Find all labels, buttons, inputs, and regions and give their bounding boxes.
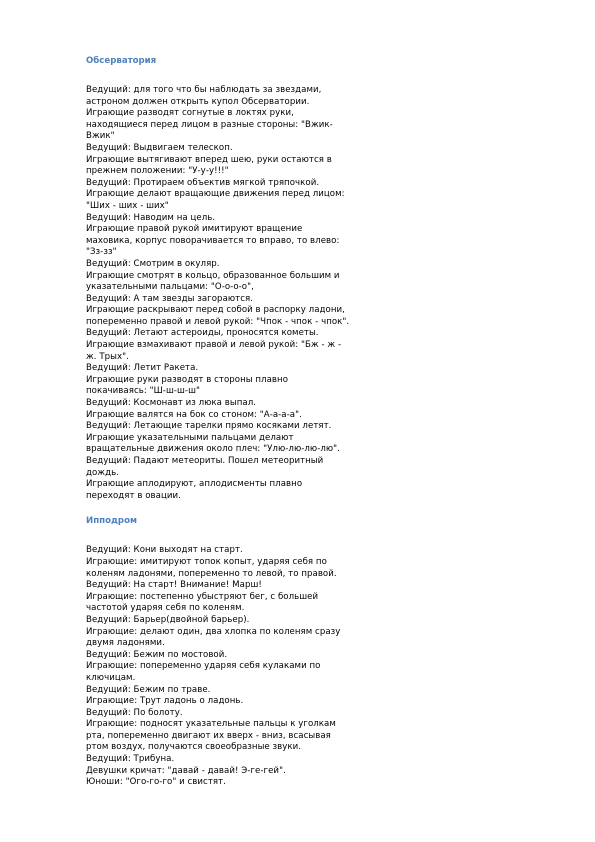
text-line: Играющие правой рукой имитируют вращение [86, 224, 303, 235]
text-line: Ведущий: А там звезды загораются. [86, 293, 253, 304]
text-line: маховика, корпус поворачивается то вправо, то влево: [86, 235, 340, 246]
text-line: Ведущий: Выдвигаем телескоп. [86, 142, 233, 153]
document-page [86, 56, 386, 789]
text-line: ж. Трых". [86, 351, 129, 362]
section-title-hippodrome: Ипподром [86, 516, 137, 527]
text-line: Ведущий: Бежим по траве. [86, 684, 211, 695]
text-line: Играющие делают вращающие движения перед лицом: [86, 189, 345, 200]
text-line: коленям ладонями, попеременно то левой, то правой. [86, 568, 337, 579]
text-line: вращательные движения около плеч: "Улю-лю-лю-лю". [86, 444, 340, 455]
text-line: Ведущий: Трибуна. [86, 754, 175, 765]
text-line: Играющие: делают один, два хлопка по коленям сразу [86, 626, 341, 637]
text-line: Играющие: Трут ладонь о ладонь. [86, 696, 244, 707]
text-line: Играющие: попеременно ударяя себя кулаками по [86, 661, 321, 672]
text-line: указательными пальцами: "О-о-о-о", [86, 282, 254, 293]
text-line: прежнем положении: "У-у-у!!!" [86, 166, 229, 177]
text-line: покачиваясь: "Ш-ш-ш-ш" [86, 386, 201, 397]
text-line: переходят в овации. [86, 490, 181, 501]
section-body-observatory [86, 85, 386, 502]
text-line: Ведущий: Барьер(двойной барьер). [86, 614, 250, 625]
text-line: Ведущий: По болоту. [86, 707, 183, 718]
text-line: Ведущий: Летают астероиды, проносятся кометы. [86, 328, 319, 339]
text-line: Играющие валятся на бок со стоном: "А-а-а-а". [86, 409, 302, 420]
text-line: Ведущий: для того что бы наблюдать за звездами, [86, 85, 322, 95]
text-line: Играющие раскрывают перед собой в распорку ладони, [86, 305, 345, 316]
text-line: "Зз-зз" [86, 247, 117, 258]
text-line: Играющие разводят согнутые в локтях руки, [86, 108, 294, 119]
text-line: Ведущий: Летит Ракета. [86, 363, 199, 374]
text-line: Играющие указательными пальцами делают [86, 432, 294, 443]
text-line: Ведущий: Бежим по мостовой. [86, 649, 228, 660]
text-line: Играющие аплодируют, аплодисменты плавно [86, 479, 303, 490]
text-line: "Ших - ших - ших" [86, 200, 169, 211]
text-line: Ведущий: На старт! Внимание! Марш! [86, 580, 262, 591]
text-line: Девушки кричат: "давай - давай! Э-ге-гей". [86, 765, 286, 776]
text-line: Ведущий: Протираем объектив мягкой тряпочкой. [86, 177, 320, 188]
text-line: Играющие руки разводят в стороны плавно [86, 374, 289, 385]
text-line: дождь. [86, 467, 119, 478]
text-line: находящиеся перед лицом в разные стороны: "Вжик- [86, 119, 333, 130]
text-line: рта, попеременно двигают их вверх - вниз, всасывая [86, 730, 331, 741]
text-line: Играющие вытягивают вперед шею, руки остаются в [86, 154, 332, 165]
text-line: Ведущий: Наводим на цель. [86, 212, 216, 223]
text-line: ртом воздух, получаются своеобразные звуки. [86, 742, 302, 753]
text-line: Ведущий: Летающие тарелки прямо косяками летят. [86, 421, 332, 432]
text-line: Играющие взмахивают правой и левой рукой: "Бж - ж - [86, 340, 342, 351]
text-line: Играющие: имитируют топок копыт, ударяя себя по [86, 556, 327, 567]
text-line: ключицам. [86, 672, 136, 683]
text-line: Ведущий: Падают метеориты. Пошел метеоритный [86, 456, 324, 466]
text-line: Ведущий: Космонавт из люка выпал. [86, 398, 257, 409]
text-line: двумя ладонями. [86, 638, 165, 649]
text-line: попеременно правой и левой рукой: "Чпок - чпок - чпок". [86, 316, 350, 327]
text-line: астроном должен открыть купол Обсерватории. [86, 96, 310, 107]
text-line: Ведущий: Кони выходят на старт. [86, 545, 243, 556]
text-line: Играющие смотрят в кольцо, образованное большим и [86, 270, 340, 281]
section-hippodrome [86, 516, 386, 788]
text-line: Юноши: "Ого-го-го" и свистят. [86, 777, 226, 788]
text-line: Играющие: подносят указательные пальцы к уголкам [86, 719, 336, 730]
text-line: Играющие: постепенно убыстряют бег, с большей [86, 591, 319, 602]
text-line: частотой ударяя себя по коленям. [86, 603, 245, 614]
section-body-hippodrome [86, 545, 386, 788]
section-observatory [86, 56, 386, 502]
text-line: Вжик" [86, 131, 115, 142]
text-line: Ведущий: Смотрим в окуляр. [86, 258, 220, 269]
section-title-observatory: Обсерватория [86, 56, 157, 66]
